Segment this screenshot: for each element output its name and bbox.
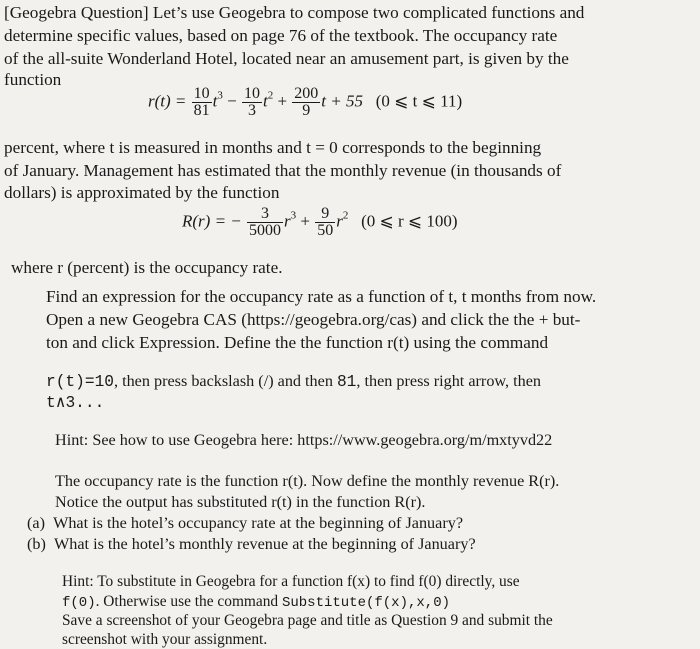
eq1-lhs: r(t) = [148,91,187,111]
question-b: (b) What is the hotel’s monthly revenue at the beginning of January? [27,535,476,553]
para4-line-2: Notice the output has substituted r(t) in the function R(r). [55,493,426,511]
para2-line-2: of January. Management has estimated that the monthly revenue (in thousands of [4,161,562,180]
command-code-1: r(t)=10 [46,373,114,391]
eq2-lhs: R(r) = − [182,211,242,231]
para4-line-1: The occupancy rate is the function r(t). Now define the monthly revenue R(r). [55,472,560,490]
command-line-2: t∧3... [46,394,105,412]
command-line-1: r(t)=10, then press backslash (/) and then 81, then press right arrow, then [46,372,542,391]
hint-geogebra-link: Hint: See how to use Geogebra here: https://www.geogebra.org/m/mxtyvd22 [55,431,553,449]
para2-line-1: percent, where t is measured in months and t = 0 corresponds to the beginning [4,138,542,157]
intro-line-2: determine specific values, based on page 76 of the textbook. The occupancy rate [4,26,558,45]
hint2-line-1: Hint: To substitute in Geogebra for a function f(x) to find f(0) directly, use [62,573,520,590]
eq1-domain: (0 ⩽ t ⩽ 11) [375,91,463,111]
hint2-line-4: screenshot with your assignment. [62,631,268,648]
command-code-2: 81 [336,373,357,391]
revenue-equation: R(r) = − $\frac{3}{5000}$ $r^3$ + $\frac{9}{50}$ $r^2$ (0 ⩽ r ⩽ 100) [182,205,458,239]
intro-line-1: [Geogebra Question] Let’s use Geogebra to compose two complicated functions and [4,3,585,22]
occupancy-equation: r(t) = $\frac{10}{81}$ $t^3$ − $\frac{10}{3}$ $t^2$ + $\frac{200}{9}$ t + 55 (0 ⩽ t ⩽ 11) [148,85,463,119]
eq2-frac-2: $\frac{9}{50}$ [317,205,334,239]
para3-line: where r (percent) is the occupancy rate. [11,258,283,277]
intro-line-4: function [4,70,62,89]
question-a: (a) What is the hotel’s occupancy rate at the beginning of January? [27,514,463,532]
hint2-line-3: Save a screenshot of your Geogebra page and title as Question 9 and submit the [62,612,553,629]
eq1-frac-1: $\frac{10}{81}$ [193,85,210,119]
eq1-frac-2: $\frac{10}{3}$ [243,85,260,119]
para2-line-3: dollars) is approximated by the function [4,183,280,202]
hint2-code-1: f(0) [62,595,96,611]
eq2-frac-1: $\frac{3}{5000}$ [249,205,282,239]
task-line-2: Open a new Geogebra CAS (https://geogebra.org/cas) and click the the + but- [46,310,581,329]
hint2-line-2: f(0). Otherwise use the command Substitute(f(x),x,0) [62,593,450,611]
intro-line-3: of the all-suite Wonderland Hotel, located near an amusement part, is given by the [4,49,569,68]
eq2-domain: (0 ⩽ r ⩽ 100) [361,211,458,231]
hint2-code-2: Substitute(f(x),x,0) [281,595,450,611]
task-line-1: Find an expression for the occupancy rate as a function of t, t months from now. [46,287,597,306]
task-line-3: ton and click Expression. Define the the function r(t) using the command [46,333,549,352]
eq1-frac-3: $\frac{200}{9}$ [294,85,319,119]
